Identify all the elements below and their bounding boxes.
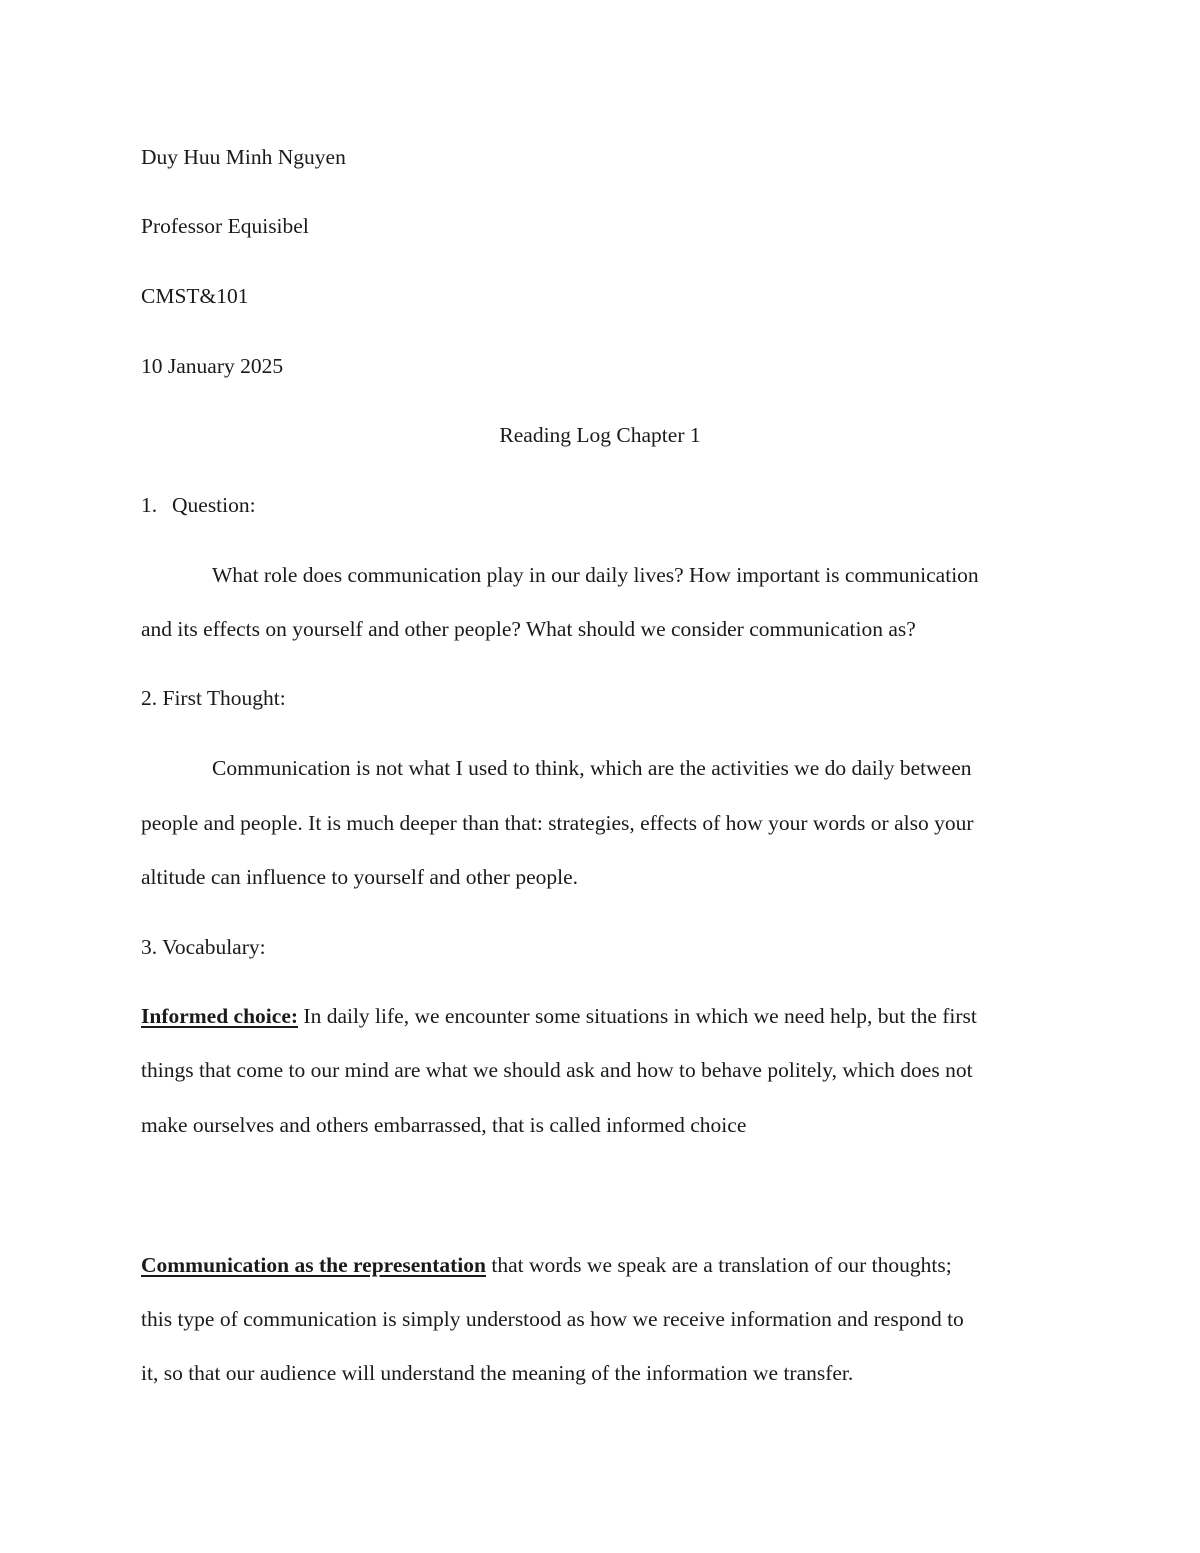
question-number: 1.: [141, 493, 158, 517]
vocab-entry-2-line-2: this type of communication is simply understood as how we receive information and respond to: [141, 1307, 964, 1331]
vocab-term-communication-representation: Communication as the representation: [141, 1253, 486, 1277]
question-label: Question:: [172, 493, 256, 517]
vocab-definition-start: In daily life, we encounter some situations in which we need help, but the first: [298, 1004, 977, 1028]
first-thought-line-2: people and people. It is much deeper than that: strategies, effects of how your words or also your: [141, 811, 974, 835]
course-code: CMST&101: [141, 284, 249, 308]
vocab-entry-1-line-1: [141, 1006, 977, 1028]
question-text-line-2: and its effects on yourself and other people? What should we consider communication as?: [141, 617, 916, 641]
document-title: Reading Log Chapter 1: [499, 423, 701, 447]
question-heading: [141, 495, 256, 517]
vocabulary-heading: 3. Vocabulary:: [141, 935, 266, 959]
professor-name: Professor Equisibel: [141, 214, 309, 238]
vocab-definition-start: that words we speak are a translation of our thoughts;: [486, 1253, 952, 1277]
student-name: Duy Huu Minh Nguyen: [141, 145, 346, 169]
first-thought-heading: 2. First Thought:: [141, 686, 286, 710]
vocab-entry-2-line-3: it, so that our audience will understand the meaning of the information we transfer.: [141, 1361, 854, 1385]
vocab-entry-1-line-2: things that come to our mind are what we should ask and how to behave politely, which does not: [141, 1058, 973, 1082]
vocab-entry-2-line-1: [141, 1255, 952, 1277]
vocab-term-informed-choice: Informed choice:: [141, 1004, 299, 1028]
vocab-entry-1-line-3: make ourselves and others embarrassed, that is called informed choice: [141, 1113, 747, 1137]
first-thought-line-1: Communication is not what I used to think, which are the activities we do daily between: [212, 756, 972, 780]
date: 10 January 2025: [141, 354, 284, 378]
first-thought-line-3: altitude can influence to yourself and other people.: [141, 865, 579, 889]
question-text-line-1: What role does communication play in our daily lives? How important is communication: [212, 563, 979, 587]
